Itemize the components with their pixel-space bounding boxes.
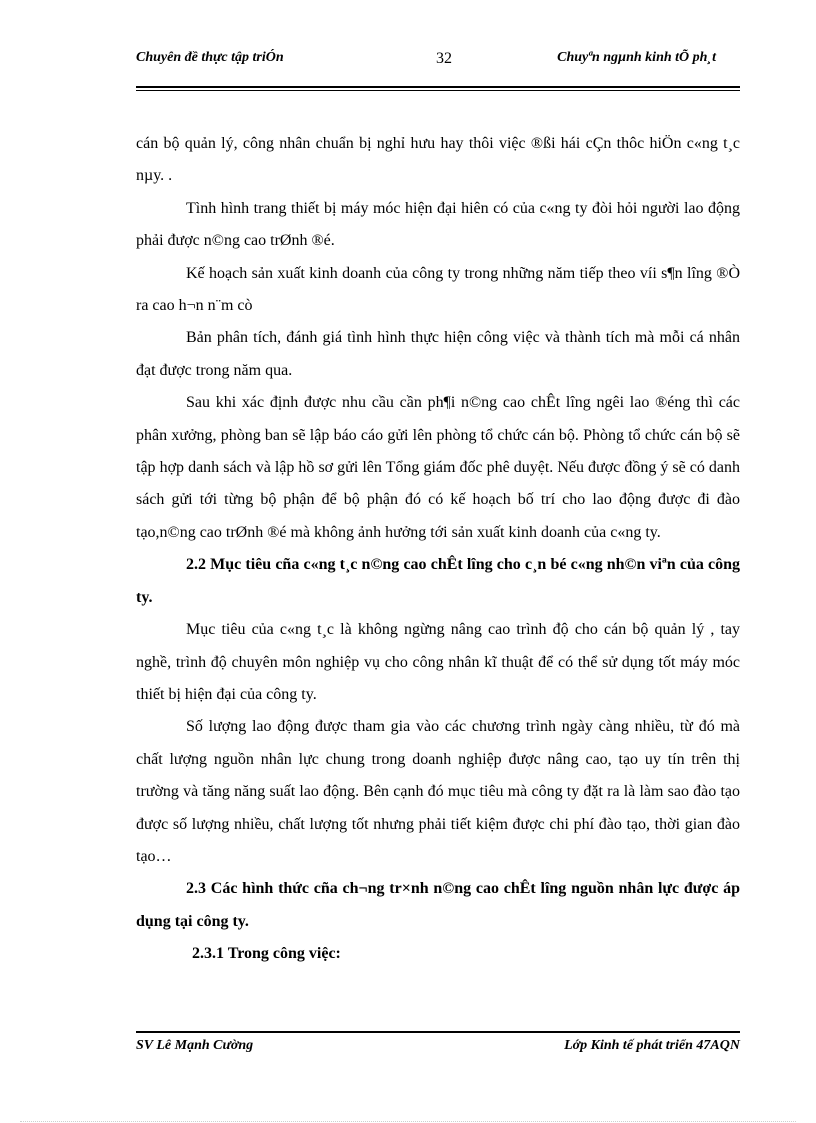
- paragraph-continuation: cán bộ quản lý, công nhân chuẩn bị nghỉ hưu hay thôi việc ®ßi hái cÇn thôc hiÖn c«ng t¸c nµy. .: [136, 135, 740, 185]
- page-header: [136, 50, 740, 86]
- paragraph: Tình hình trang thiết bị máy móc hiện đại hiên có của c«ng ty đòi hỏi người lao động phải được n©ng cao trØnh ®é.: [136, 199, 740, 250]
- header-right-title: Chuyªn ngµnh kinh tÕ ph¸t: [557, 50, 716, 65]
- page-number: 32: [436, 50, 452, 67]
- header-rule-thin: [136, 90, 740, 91]
- footer-rule: [136, 1031, 740, 1033]
- footer-class: Lớp Kinh tế phát triển 47AQN: [564, 1038, 740, 1053]
- subsection-heading-2-3-1: 2.3.1 Trong công việc:: [192, 945, 341, 963]
- paragraph: Mục tiêu của c«ng t¸c là không ngừng nâng cao trình độ cho cán bộ quản lý , tay nghề, trình độ chuyên môn nghiệp vụ cho công nhân kĩ thuật để có thể sử dụng tốt máy móc thiết bị hiện đại của công ty.: [136, 621, 740, 703]
- paragraph: Số lượng lao động được tham gia vào các chương trình ngày càng nhiều, từ đó mà chất lượng nguồn nhân lực chung trong doanh nghiệp được nâng cao, tạo uy tín trên thị trường và tăng năng suất lao động. Bên cạnh đó mục tiêu mà công ty đặt ra là làm sao đào tạo được số lượng nhiều, chất lượng tốt nhưng phải tiết kiệm được chi phí đào tạo, thời gian đào tạo…: [136, 718, 740, 865]
- paragraph: Kế hoạch sản xuất kinh doanh của công ty trong những năm tiếp theo víi s¶n lîng ®Ò ra cao h¬n n¨m cò: [136, 264, 740, 315]
- paragraph: Sau khi xác định được nhu cầu cần ph¶i n©ng cao chÊt lîng ngêi lao ®éng thì các phân xưởng, phòng ban sẽ lập báo cáo gửi lên phòng tổ chức cán bộ. Phòng tổ chức cán bộ sẽ tập hợp danh sách và lập hồ sơ gửi lên Tổng giám đốc phê duyệt. Nếu được đồng ý sẽ có danh sách gửi tới từng bộ phận để bộ phận đó có kế hoạch bố trí cho lao động được đi đào tạo,n©ng cao trØnh ®é mà không ảnh hưởng tới sản xuất kinh doanh của c«ng ty.: [136, 394, 740, 541]
- footer-author: SV Lê Mạnh Cường: [136, 1038, 254, 1053]
- document-body: [136, 128, 740, 971]
- paragraph: Bản phân tích, đánh giá tình hình thực hiện công việc và thành tích mà mỗi cá nhân đạt được trong năm qua.: [136, 329, 740, 379]
- header-rule-thick: [136, 86, 740, 88]
- page-edge-divider: [20, 1121, 796, 1122]
- section-heading-2-2: 2.2 Mục tiêu cña c«ng t¸c n©ng cao chÊt lîng cho c¸n bé c«ng nh©n viªn của công ty.: [136, 556, 740, 606]
- section-heading-2-3: 2.3 Các hình thức cña ch¬ng tr×nh n©ng cao chÊt lîng nguồn nhân lực được áp dụng tại công ty.: [136, 880, 740, 930]
- header-left-title: Chuyên đề thực tập triÓn: [136, 50, 284, 65]
